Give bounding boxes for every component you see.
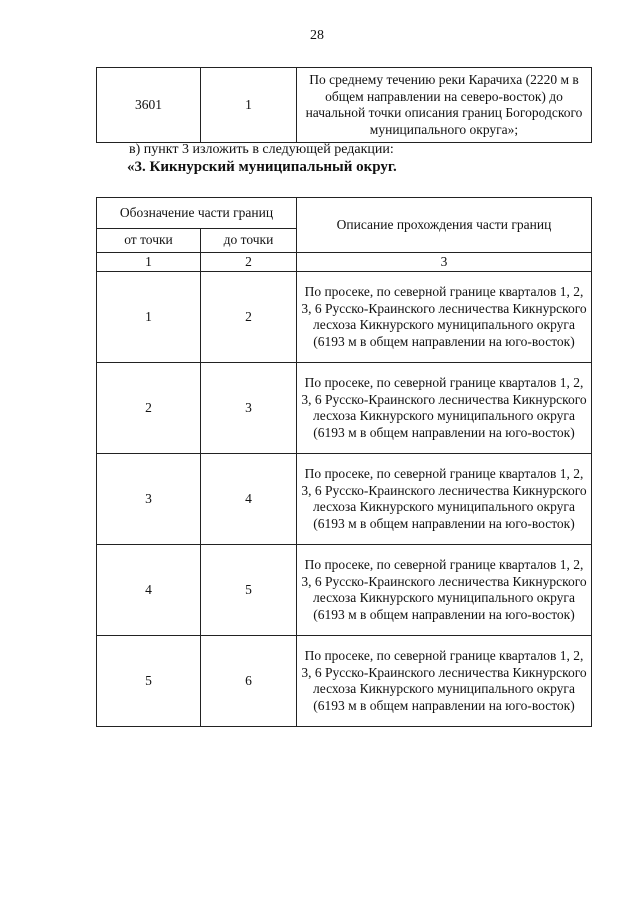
- cell-description: По просеке, по северной границе кварталов 1, 2, 3, 6 Русско-Краинского лесничества Кикнурского лесхоза Кикнурского муниципального округа (6193 м в общем направлении на юго-восток): [297, 272, 592, 363]
- table-row: [97, 363, 592, 454]
- table-row: [97, 272, 592, 363]
- table-row: [97, 68, 592, 143]
- column-number-row: [97, 253, 592, 272]
- boundary-table: [96, 197, 592, 727]
- header-group: Обозначение части границ: [97, 198, 297, 229]
- header-row: [97, 198, 592, 229]
- table-row: [97, 545, 592, 636]
- header-description: Описание прохождения части границ: [297, 198, 592, 253]
- col-number: 1: [97, 253, 201, 272]
- cell-description: По просеке, по северной границе кварталов 1, 2, 3, 6 Русско-Краинского лесничества Кикнурского лесхоза Кикнурского муниципального округа (6193 м в общем направлении на юго-восток): [297, 454, 592, 545]
- cell-from: 3601: [97, 68, 201, 143]
- cell-from: 4: [97, 545, 201, 636]
- cell-to: 1: [201, 68, 297, 143]
- col-number: 3: [297, 253, 592, 272]
- cell-from: 5: [97, 636, 201, 727]
- cell-to: 4: [201, 454, 297, 545]
- cell-to: 2: [201, 272, 297, 363]
- instruction-text: в) пункт 3 изложить в следующей редакции:: [129, 142, 394, 157]
- cell-from: 3: [97, 454, 201, 545]
- table-row: [97, 454, 592, 545]
- header-to: до точки: [201, 229, 297, 253]
- section-heading: «3. Кикнурский муниципальный округ.: [127, 159, 397, 175]
- table-row: [97, 636, 592, 727]
- cell-description: По просеке, по северной границе кварталов 1, 2, 3, 6 Русско-Краинского лесничества Кикнурского лесхоза Кикнурского муниципального округа (6193 м в общем направлении на юго-восток): [297, 636, 592, 727]
- cell-from: 1: [97, 272, 201, 363]
- continuation-table: [96, 67, 592, 143]
- cell-description: По просеке, по северной границе кварталов 1, 2, 3, 6 Русско-Краинского лесничества Кикнурского лесхоза Кикнурского муниципального округа (6193 м в общем направлении на юго-восток): [297, 363, 592, 454]
- cell-from: 2: [97, 363, 201, 454]
- cell-description: По среднему течению реки Карачиха (2220 м в общем направлении на северо-восток) до начальной точки описания границ Богородского муниципального округа»;: [297, 68, 592, 143]
- header-from: от точки: [97, 229, 201, 253]
- col-number: 2: [201, 253, 297, 272]
- cell-to: 3: [201, 363, 297, 454]
- cell-to: 5: [201, 545, 297, 636]
- cell-to: 6: [201, 636, 297, 727]
- cell-description: По просеке, по северной границе кварталов 1, 2, 3, 6 Русско-Краинского лесничества Кикнурского лесхоза Кикнурского муниципального округа (6193 м в общем направлении на юго-восток): [297, 545, 592, 636]
- page-number: 28: [310, 28, 324, 43]
